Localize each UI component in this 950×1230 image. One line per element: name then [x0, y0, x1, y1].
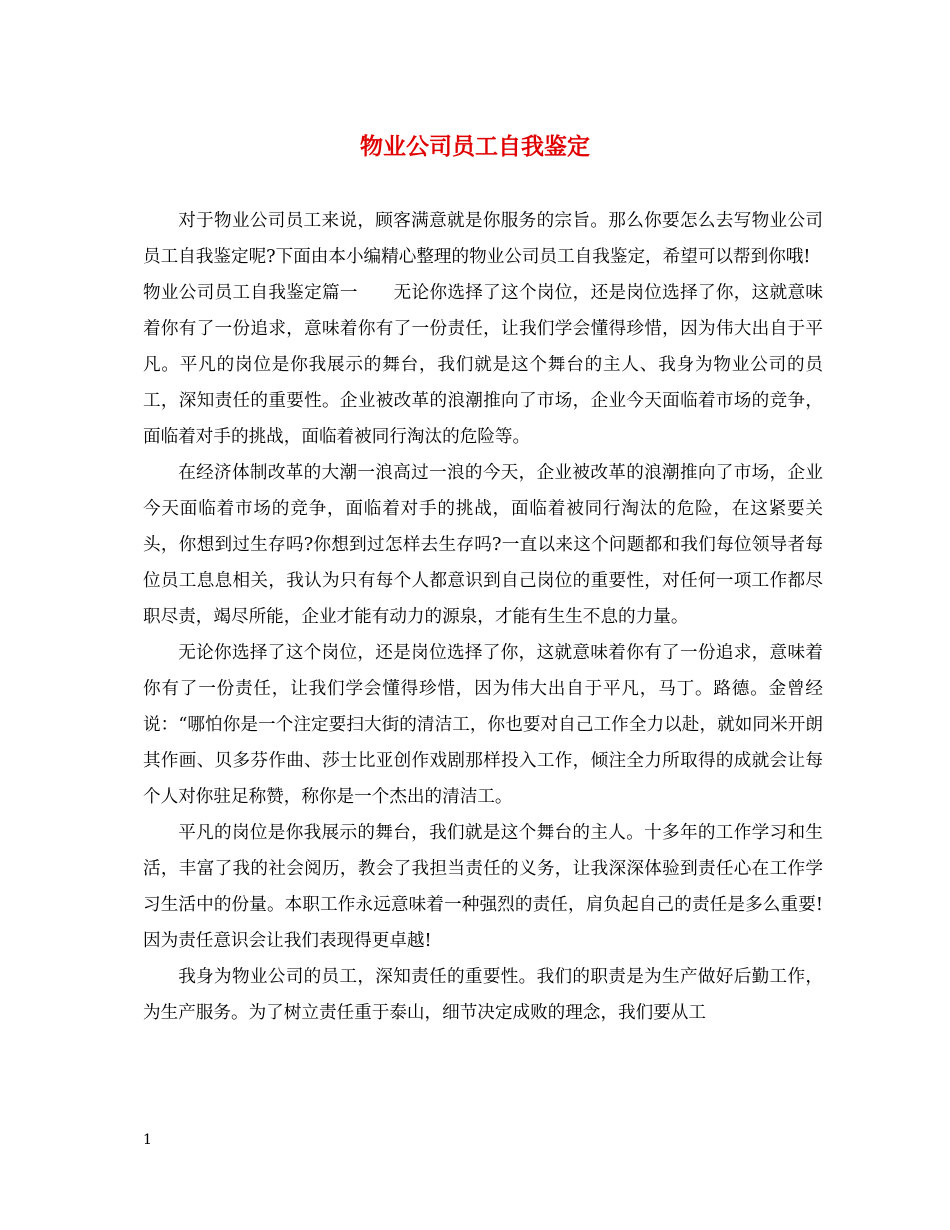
paragraph-ordinary-post: 平凡的岗位是你我展示的舞台，我们就是这个舞台的主人。十多年的工作学习和生活，丰富了我的社会阅历，教会了我担当责任的义务，让我深深体验到责任心在工作学习生活中的份量。本职工作永远意味着一种强烈的责任，肩负起自己的责任是多么重要!因为责任意识会让我们表现得更卓越!	[143, 823, 823, 951]
paragraph-intro: 对于物业公司员工来说，顾客满意就是你服务的宗旨。那么你要怎么去写物业公司员工自我鉴定呢?下面由本小编精心整理的物业公司员工自我鉴定，希望可以帮到你哦!	[143, 211, 823, 267]
paragraph-economic-reform: 在经济体制改革的大潮一浪高过一浪的今天，企业被改革的浪潮推向了市场，企业今天面临着市场的竞争，面临着对手的挑战，面临着被同行淘汰的危险，在这紧要关头，你想到过生存吗?你想到过怎样去生存吗?一直以来这个问题都和我们每位领导者每位员工息息相关，我认为只有每个人都意识到自己岗位的重要性，对任何一项工作都尽职尽责，竭尽所能，企业才能有动力的源泉，才能有生生不息的力量。	[143, 463, 823, 627]
paragraph-cleaner-quote: 无论你选择了这个岗位，还是岗位选择了你，这就意味着你有了一份追求，意味着你有了一份责任，让我们学会懂得珍惜，因为伟大出自于平凡，马丁。路德。金曾经说：“哪怕你是一个注定要扫大街的清洁工，你也要对自己工作全力以赴，就如同米开朗其作画、贝多芬作曲、莎士比亚创作戏剧那样投入工作，倾注全力所取得的成就会让每个人对你驻足称赞，称你是一个杰出的清洁工。	[143, 643, 823, 807]
page-number: 1	[143, 1132, 152, 1148]
paragraph-responsibility: 我身为物业公司的员工，深知责任的重要性。我们的职责是为生产做好后勤工作，为生产服务。为了树立责任重于泰山，细节决定成败的理念，我们要从工	[143, 967, 823, 1023]
document-body	[143, 203, 823, 1031]
paragraph-section-one: 物业公司员工自我鉴定篇一 无论你选择了这个岗位，还是岗位选择了你，这就意味着你有了一份追求，意味着你有了一份责任，让我们学会懂得珍惜，因为伟大出自于平凡。平凡的岗位是你我展示的舞台，我们就是这个舞台的主人、我身为物业公司的员工，深知责任的重要性。企业被改革的浪潮推向了市场，企业今天面临着市场的竞争，面临着对手的挑战，面临着被同行淘汰的危险等。	[143, 283, 823, 447]
document-title: 物业公司员工自我鉴定	[360, 133, 590, 160]
